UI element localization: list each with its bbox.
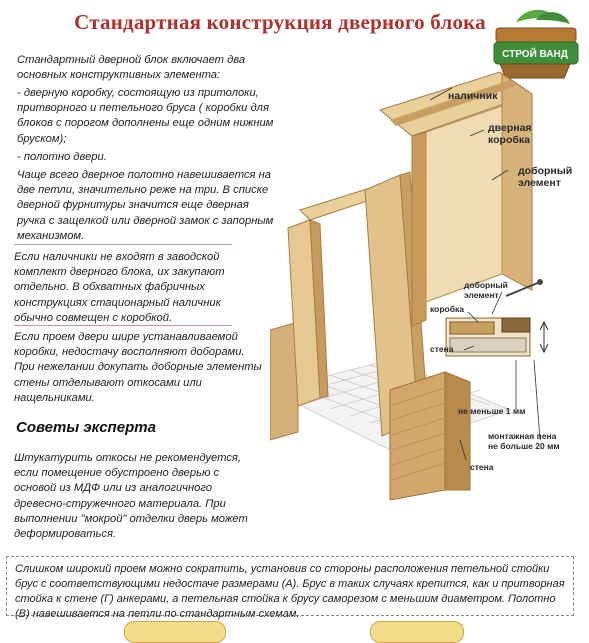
decor-pill xyxy=(370,621,464,643)
label-dvernaya: дверная xyxy=(488,122,532,134)
intro-list-item: - полотно двери. xyxy=(17,151,107,163)
page-title: Стандартная конструкция дверного блока xyxy=(74,10,486,34)
intro-list-item: - дверную коробку, состоящую из притолоки, притворного и петельного бруса ( коробки для блоков с порогом дополнены еще одним нижним бруском); xyxy=(17,87,274,145)
intro-paragraph: Стандартный дверной блок включает два основных конструктивных элемента: xyxy=(17,54,246,82)
label-dobor-1: доборный xyxy=(518,165,573,177)
expert-paragraph: Штукатурить откосы не рекомендуется, если помещение обустроено дверью с основой из МДФ или из аналогичного древесно-стружечного материала. При выполнении "мокрой" отделки дверь может деформироваться. xyxy=(14,452,248,541)
decor-pill xyxy=(124,621,226,643)
label-element-2: элемент xyxy=(464,290,499,300)
divider xyxy=(14,325,232,326)
label-min-gap: не меньше 1 мм xyxy=(458,406,526,416)
intro-paragraph: Чаще всего дверное полотно навешивается на две петли, значительно реже на три. В списке дверной фурнитуры значится еще дверная ручка с защелкой или дверной замок с запорным механизмом. xyxy=(17,169,274,242)
label-korobka-2: коробка xyxy=(430,304,464,314)
label-korobka: коробка xyxy=(488,134,530,146)
expert-heading: Советы эксперта xyxy=(16,419,156,436)
label-foam-2: не больше 20 мм xyxy=(488,441,560,451)
label-dobor-2: доборный xyxy=(464,280,508,290)
label-stena-1: стена xyxy=(430,344,454,354)
label-stena-2: стена xyxy=(470,462,494,472)
label-nalichnik: наличник xyxy=(448,90,498,102)
label-foam-1: монтажная пена xyxy=(488,431,557,441)
divider xyxy=(14,244,232,245)
logo-text: СТРОЙ ВАНД xyxy=(502,49,568,60)
label-element-1: элемент xyxy=(518,177,561,189)
bottom-note: Слишком широкий проем можно сократить, установив со стороны расположения петельной стойки брус с соответствующими недостаче размерами (А). Брус в таких случаях крепится, как и притворная стойка к стене (Г) анкерами, а петельная стойка к брусу саморезом с меньшим диаметром. Полотно (В) навешивается на петли по стандартным схемам. xyxy=(6,556,574,616)
intro-paragraph: Если проем двери шире устанавливаемой коробки, недостачу восполняют доборами. При нежелании докупать доборные элементы стены отделывают откосами или нащельниками. xyxy=(14,331,262,404)
intro-paragraph: Если наличники не входят в заводской комплект дверного блока, их закупают отдельно. В обхватных фабричных конструкциях стационарный наличник обычно совмещен с коробкой. xyxy=(14,251,225,324)
